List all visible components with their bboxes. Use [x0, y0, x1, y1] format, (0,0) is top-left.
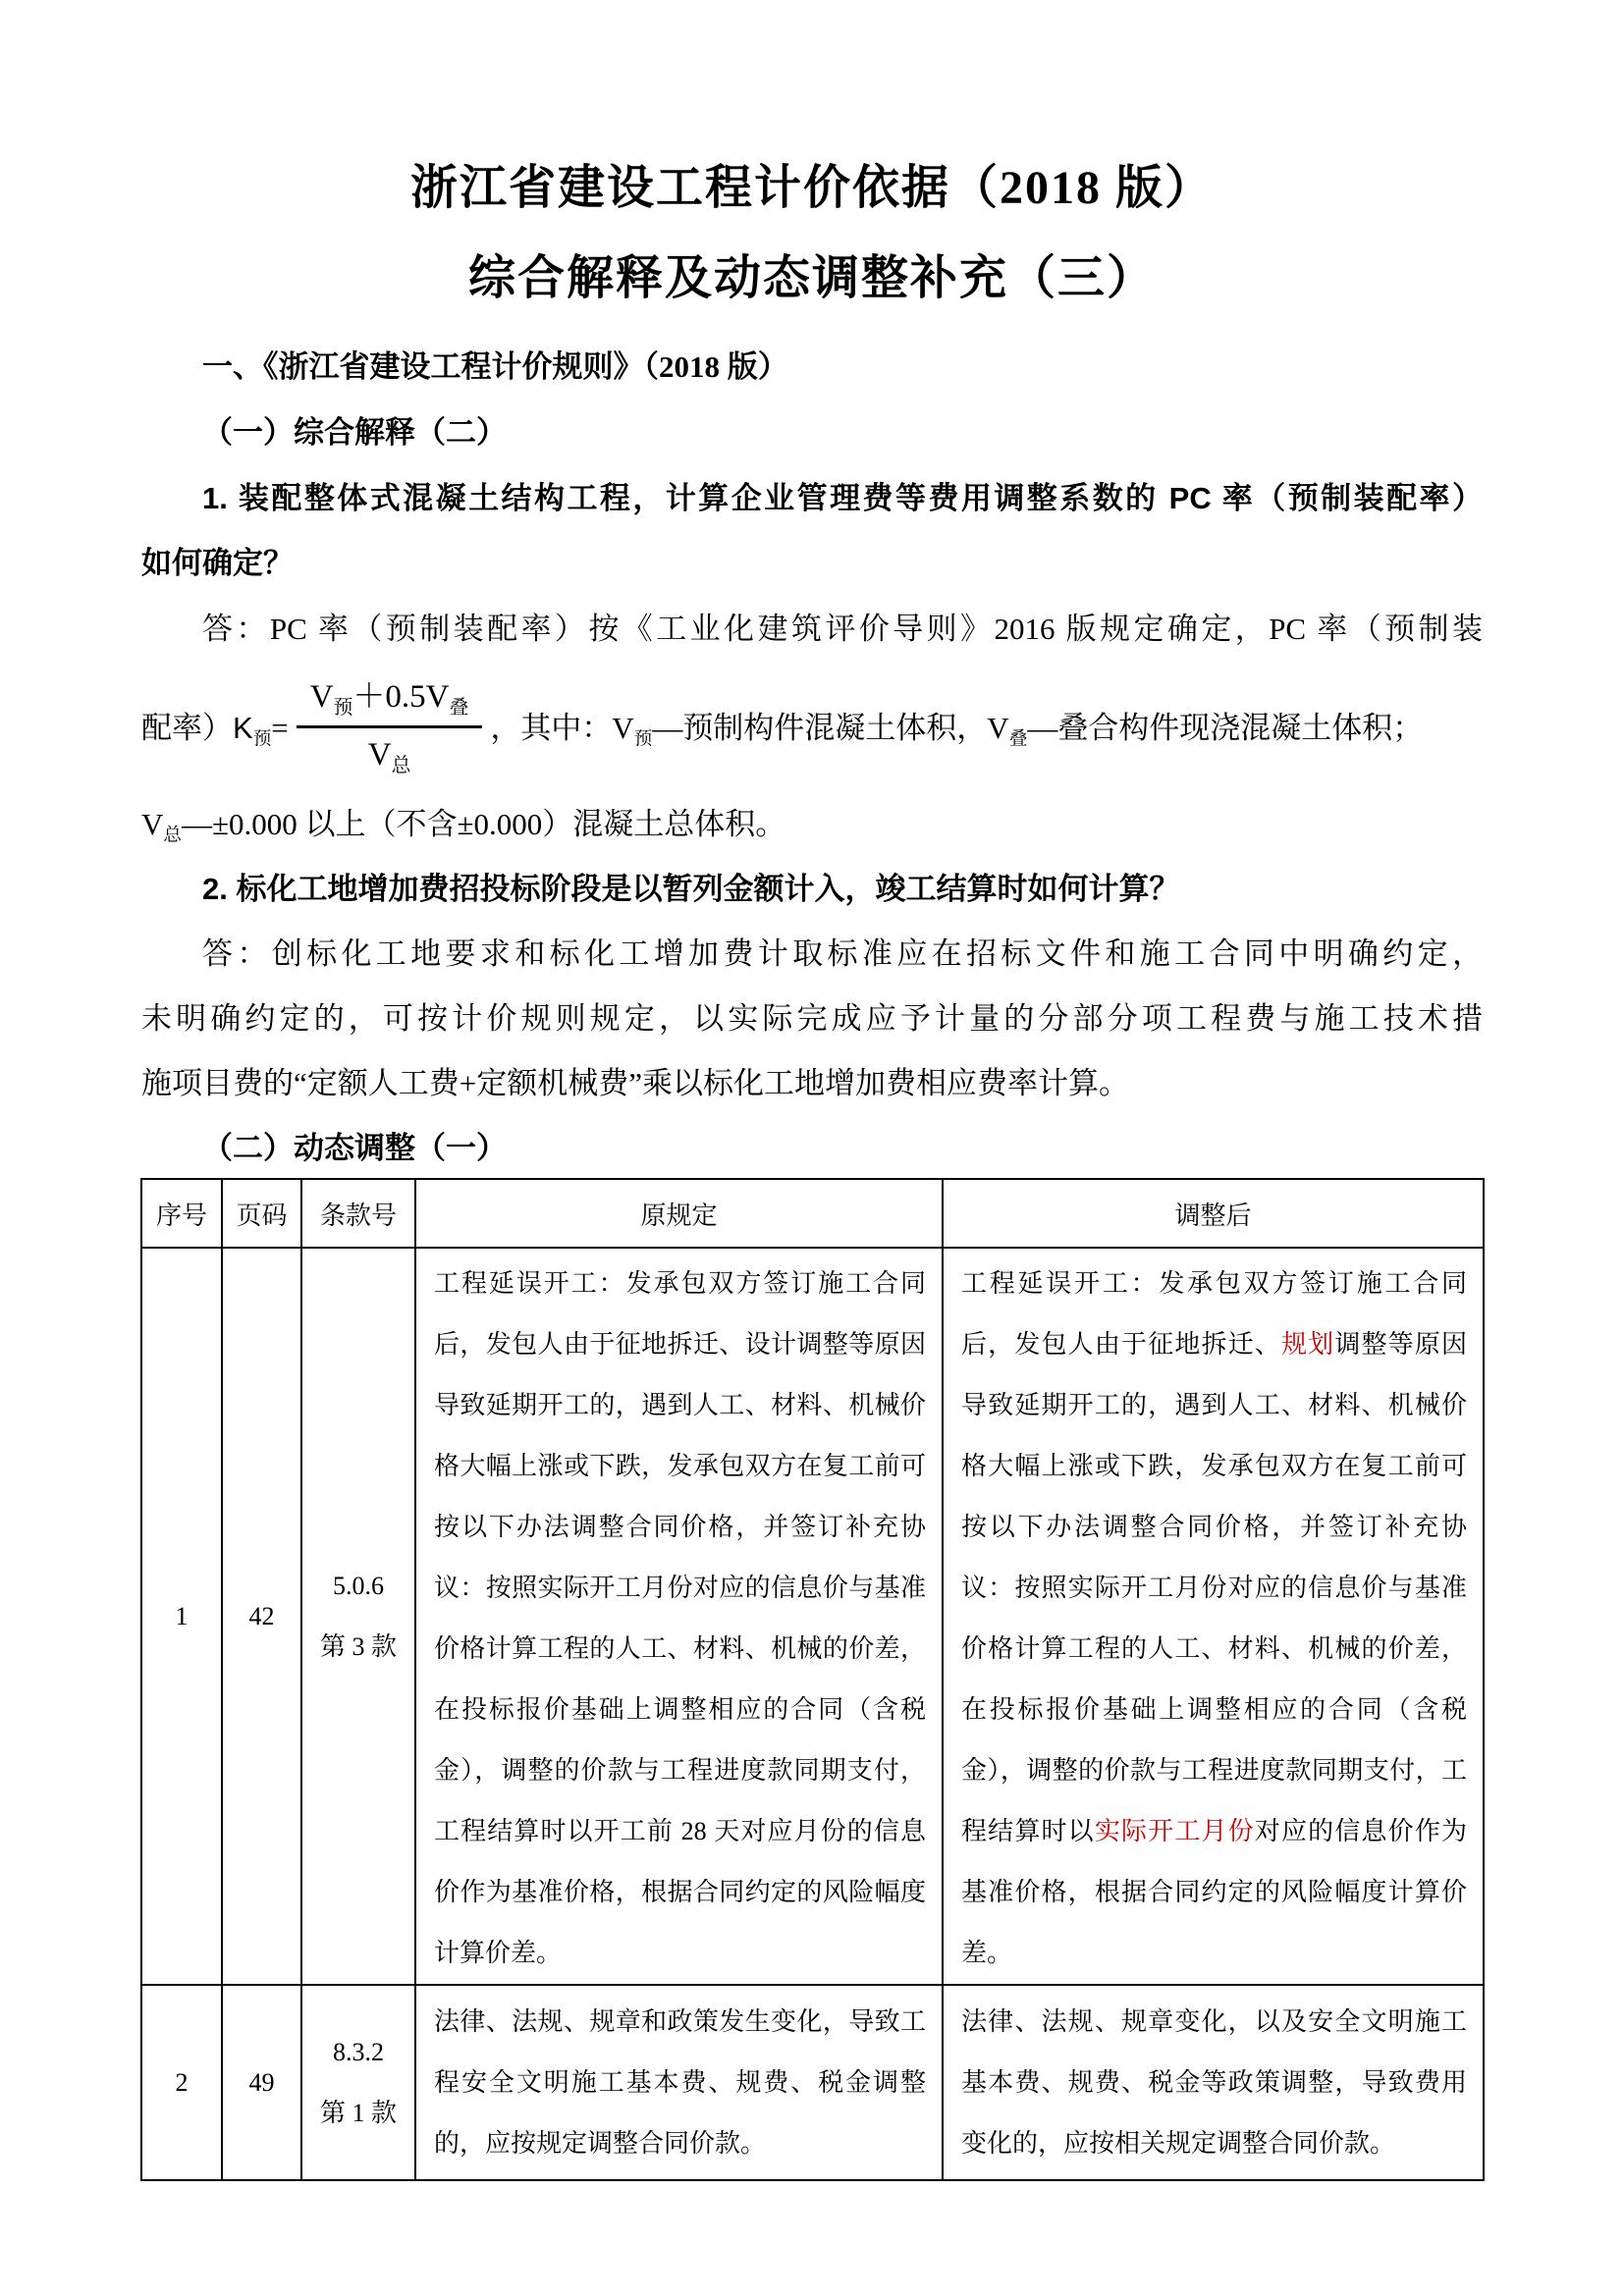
row2-adjusted-cell: 法律、法规、规章变化，以及安全文明施工基本费、规费、税金等政策调整，导致费用变化的，应按相关规定调整合同价款。 [943, 1985, 1484, 2180]
table-header-row [141, 1179, 1484, 1248]
doc-title-line-1: 浙江省建设工程计价依据（2018 版） [409, 162, 1214, 214]
row2-page-cell: 49 [222, 1985, 301, 2180]
answer-2-line-3: 施项目费的“定额人工费+定额机械费”乘以标化工地增加费相应费率计算。 [141, 1066, 1129, 1100]
row1-clause-number: 5.0.6 [333, 1571, 384, 1600]
adjustments-table [140, 1178, 1485, 2181]
table-row [141, 1985, 1484, 2180]
question-1-line-1: 1. 装配整体式混凝土结构工程，计算企业管理费等费用调整系数的 PC 率（预制装配率） [202, 481, 1483, 515]
row1-original-cell: 工程延误开工：发承包双方签订施工合同后，发包人由于征地拆迁、设计调整等原因导致延期开工的，遇到人工、材料、机械价格大幅上涨或下跌，发承包双方在复工前可按以下办法调整合同价格，并签订补充协议：按照实际开工月份对应的信息价与基准价格计算工程的人工、材料、机械的价差，在投标报价基础上调整相应的合同（含税金），调整的价款与工程进度款同期支付，工程结算时以开工前 28 天对应月份的信息价作为基准价格，根据合同约定的风险幅度计算价差。 [415, 1248, 943, 1985]
row1-page-cell: 42 [222, 1248, 301, 1985]
answer-1-line-3: $V_总—\pm 0.000$ 以上（不含±0.000）混凝土总体积。 [141, 807, 786, 846]
table-row [141, 1248, 1484, 1985]
fraction-denominator: $V_总$ [367, 736, 411, 776]
row2-original-cell: 法律、法规、规章和政策发生变化，导致工程安全文明施工基本费、规费、税金调整的，应按规定调整合同价款。 [415, 1985, 943, 2180]
pc-rate-formula [141, 664, 1483, 789]
row1-adjusted-cell: 工程延误开工：发承包双方签订施工合同后，发包人由于征地拆迁、规划调整等原因导致延期开工的，遇到人工、材料、机械价格大幅上涨或下跌，发承包双方在复工前可按以下办法调整合同价格，并签订补充协议：按照实际开工月份对应的信息价与基准价格计算工程的人工、材料、机械的价差，在投标报价基础上调整相应的合同（含税金），调整的价款与工程进度款同期支付，工程结算时以实际开工月份对应的信息价作为基准价格，根据合同约定的风险幅度计算价差。 [943, 1248, 1484, 1985]
answer-1-line-1: 答：PC 率（预制装配率）按《工业化建筑评价导则》2016 版规定确定，PC 率（预制装 [202, 612, 1483, 646]
row2-clause-number: 8.3.2 [333, 2037, 384, 2066]
row1-clause-item: 第 3 款 [319, 1631, 397, 1661]
question-1-line-2: 如何确定？ [141, 546, 294, 580]
header-adjusted: 调整后 [943, 1179, 1484, 1248]
subsection-2-heading: （二）动态调整（一） [202, 1131, 507, 1165]
row2-clause-item: 第 1 款 [319, 2098, 397, 2127]
formula-lead: 配率）$K_预=$ [141, 711, 289, 750]
header-clause: 条款号 [301, 1179, 415, 1248]
header-page: 页码 [222, 1179, 301, 1248]
row2-seq-cell: 2 [141, 1985, 222, 2180]
adjusted-red-text: 实际开工月份 [1094, 1817, 1255, 1845]
header-original: 原规定 [415, 1179, 943, 1248]
section-1-heading: 一、《浙江省建设工程计价规则》（2018 版） [202, 349, 788, 384]
question-2-heading: 2. 标化工地增加费招投标阶段是以暂列金额计入，竣工结算时如何计算？ [202, 872, 1180, 906]
answer-2-line-2: 未明确约定的，可按计价规则规定，以实际完成应予计量的分部分项工程费与施工技术措 [141, 1001, 1483, 1036]
row2-clause-cell [301, 1985, 415, 2180]
adjusted-red-text: 规划 [1280, 1330, 1335, 1359]
fraction-numerator: $V_预+0.5V_叠$ [297, 677, 483, 728]
formula-tail: ，其中：$V_预—$预制构件混凝土体积，$V_叠—$叠合构件现浇混凝土体积； [490, 711, 1424, 750]
subsection-1-heading: （一）综合解释（二） [202, 415, 507, 450]
row1-seq-cell: 1 [141, 1248, 222, 1985]
header-seq: 序号 [141, 1179, 222, 1248]
row1-clause-cell [301, 1248, 415, 1985]
formula-fraction [297, 677, 483, 775]
doc-title-line-2: 综合解释及动态调整补充（三） [467, 252, 1156, 304]
answer-2-line-1: 答：创标化工地要求和标化工增加费计取标准应在招标文件和施工合同中明确约定， [202, 936, 1483, 971]
